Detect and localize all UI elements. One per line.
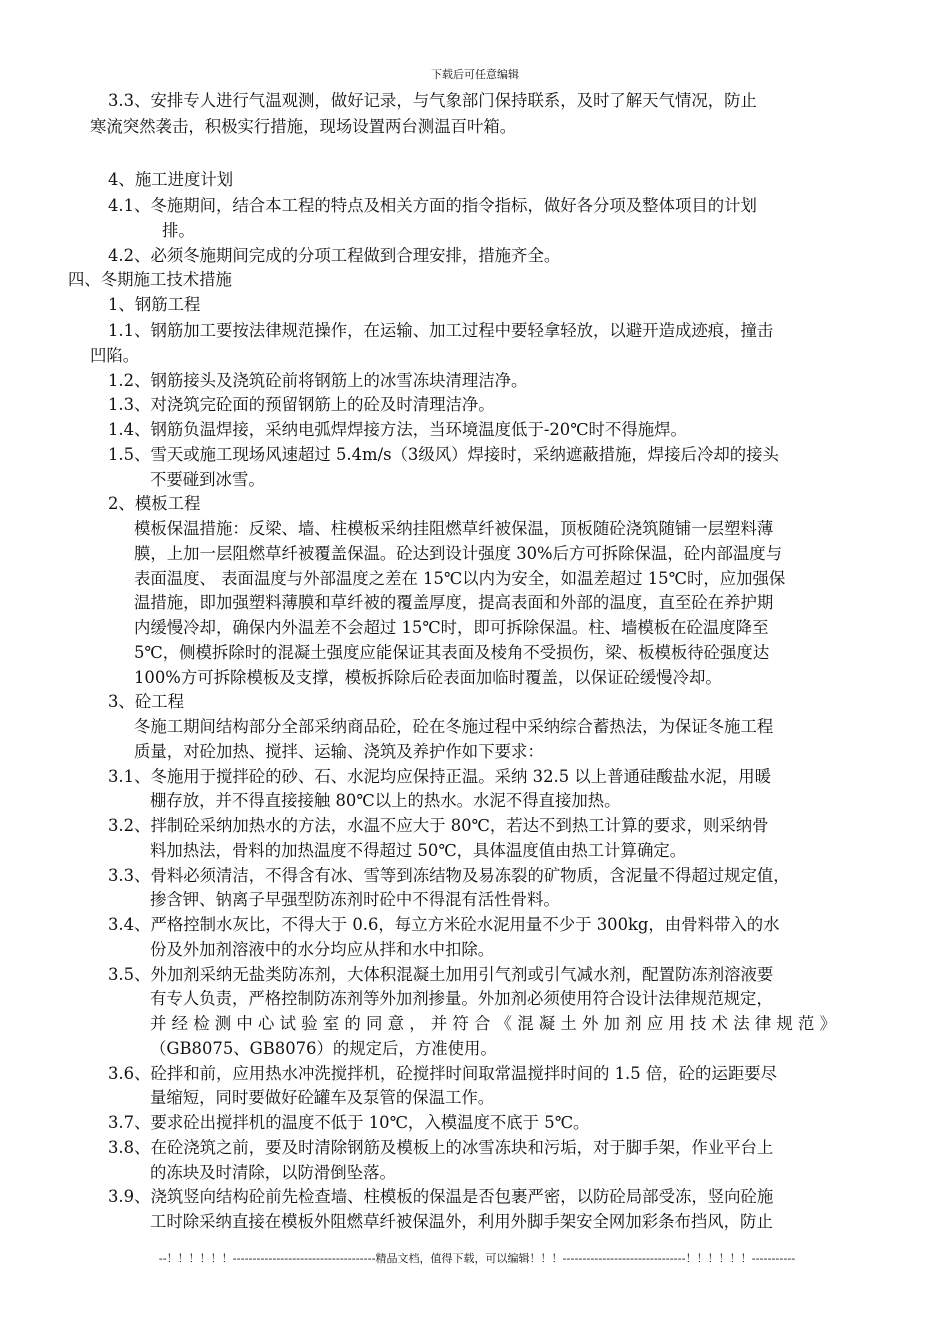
text-line: 掺含钾、钠离子早强型防冻剂时砼中不得混有活性骨料。 bbox=[150, 890, 560, 909]
text-line: 3.4、严格控制水灰比，不得大于 0.6，每立方米砼水泥用量不少于 300kg，由骨料带入的水 bbox=[108, 915, 780, 934]
text-line: 4、施工进度计划 bbox=[108, 170, 234, 189]
text-line: 1.1、钢筋加工要按法律规范操作，在运输、加工过程中要轻拿轻放，以避开造成迹痕，撞击 bbox=[108, 321, 774, 340]
text-line: 3、砼工程 bbox=[108, 692, 184, 711]
text-line: 并 经 检 测 中 心 试 验 室 的 同 意 ， 并 符 合 《 混 凝 土 外 加 剂 应 用 技 术 法 律 规 范 》 bbox=[150, 1014, 837, 1033]
text-line: 料加热法，骨料的加热温度不得超过 50℃，具体温度值由热工计算确定。 bbox=[150, 841, 687, 860]
text-line: 3.2、拌制砼采纳加热水的方法，水温不应大于 80℃，若达不到热工计算的要求，则采纳骨 bbox=[108, 816, 769, 835]
text-line: 4.1、冬施期间，结合本工程的特点及相关方面的指令指标，做好各分项及整体项目的计划 bbox=[108, 196, 757, 215]
page-header: 下载后可任意编辑 bbox=[431, 68, 519, 81]
text-line: （GB8075、GB8076）的规定后，方准使用。 bbox=[150, 1039, 497, 1058]
text-line: 2、模板工程 bbox=[108, 494, 201, 513]
text-line: 四、冬期施工技术措施 bbox=[68, 270, 232, 289]
text-line: 份及外加剂溶液中的水分均应从拌和水中扣除。 bbox=[150, 940, 495, 959]
text-line: 1、钢筋工程 bbox=[108, 295, 201, 314]
text-line: 1.5、雪天或施工现场风速超过 5.4m/s（3级风）焊接时，采纳遮蔽措施，焊接后冷却的接头 bbox=[108, 445, 779, 464]
text-line: 3.1、冬施用于搅拌砼的砂、石、水泥均应保持正温。采纳 32.5 以上普通硅酸盐水泥，用暖 bbox=[108, 767, 772, 786]
text-line: 3.8、在砼浇筑之前，要及时清除钢筋及模板上的冰雪冻块和污垢，对于脚手架，作业平台上 bbox=[108, 1138, 774, 1157]
text-line: 冬施工期间结构部分全部采纳商品砼，砼在冬施过程中采纳综合蓄热法，为保证冬施工程 bbox=[134, 717, 774, 736]
text-line: 质量，对砼加热、搅拌、运输、浇筑及养护作如下要求： bbox=[134, 742, 544, 761]
text-line: 1.3、对浇筑完砼面的预留钢筋上的砼及时清理洁净。 bbox=[108, 395, 495, 414]
text-line: 寒流突然袭击，积极实行措施，现场设置两台测温百叶箱。 bbox=[90, 117, 517, 136]
text-line: 1.2、钢筋接头及浇筑砼前将钢筋上的冰雪冻块清理洁净。 bbox=[108, 371, 528, 390]
text-line: 排。 bbox=[162, 221, 195, 240]
text-line: 的冻块及时清除，以防滑倒坠落。 bbox=[150, 1163, 396, 1182]
text-line: 100%方可拆除模板及支撑，模板拆除后砼表面加临时覆盖，以保证砼缓慢冷却。 bbox=[134, 668, 722, 687]
text-line: 棚存放，并不得直接接触 80℃以上的热水。水泥不得直接加热。 bbox=[150, 791, 621, 810]
page-footer: --！！！！！！------------------------------------精品文档，值得下载，可以编辑！！！-------------------------------！！！！！！----------- bbox=[158, 1252, 796, 1265]
text-line: 3.5、外加剂采纳无盐类防冻剂，大体积混凝土加用引气剂或引气减水剂，配置防冻剂溶液要 bbox=[108, 965, 774, 984]
text-line: 不要碰到冰雪。 bbox=[150, 470, 265, 489]
text-line: 3.3、骨料必须清洁，不得含有冰、雪等到冻结物及易冻裂的矿物质，含泥量不得超过规定值， bbox=[108, 866, 790, 885]
text-line: 3.7、要求砼出搅拌机的温度不低于 10℃，入模温度不底于 5℃。 bbox=[108, 1113, 590, 1132]
text-line: 膜，上加一层阻燃草纤被覆盖保温。砼达到设计强度 30%后方可拆除保温，砼内部温度与 bbox=[134, 544, 783, 563]
text-line: 内缓慢冷却，确保内外温差不会超过 15℃时，即可拆除保温。柱、墙模板在砼温度降至 bbox=[134, 618, 769, 637]
text-line: 模板保温措施：反梁、墙、柱模板采纳挂阻燃草纤被保温，顶板随砼浇筑随铺一层塑料薄 bbox=[134, 519, 774, 538]
text-line: 温措施，即加强塑料薄膜和草纤被的覆盖厚度，提高表面和外部的温度，直至砼在养护期 bbox=[134, 593, 774, 612]
text-line: 工时除采纳直接在模板外阻燃草纤被保温外，利用外脚手架安全网加彩条布挡风，防止 bbox=[150, 1212, 773, 1231]
text-line: 1.4、钢筋负温焊接，采纳电弧焊焊接方法，当环境温度低于-20℃时不得施焊。 bbox=[108, 420, 687, 439]
text-line: 5℃，侧模拆除时的混凝土强度应能保证其表面及棱角不受损伤，梁、板模板待砼强度达 bbox=[134, 643, 770, 662]
text-line: 4.2、必须冬施期间完成的分项工程做到合理安排，措施齐全。 bbox=[108, 246, 561, 265]
text-line: 有专人负责，严格控制防冻剂等外加剂掺量。外加剂必须使用符合设计法律规范规定， bbox=[150, 989, 773, 1008]
text-line: 3.6、砼拌和前，应用热水冲洗搅拌机，砼搅拌时间取常温搅拌时间的 1.5 倍，砼的运距要尽 bbox=[108, 1064, 778, 1083]
text-line: 3.9、浇筑竖向结构砼前先检查墙、柱模板的保温是否包裹严密，以防砼局部受冻，竖向砼施 bbox=[108, 1187, 774, 1206]
text-line: 量缩短，同时要做好砼罐车及泵管的保温工作。 bbox=[150, 1088, 495, 1107]
text-line: 3.3、安排专人进行气温观测，做好记录，与气象部门保持联系，及时了解天气情况，防止 bbox=[108, 91, 757, 110]
text-line: 凹陷。 bbox=[90, 346, 140, 365]
text-line: 表面温度、 表面温度与外部温度之差在 15℃以内为安全，如温差超过 15℃时，应加强保 bbox=[134, 569, 786, 588]
